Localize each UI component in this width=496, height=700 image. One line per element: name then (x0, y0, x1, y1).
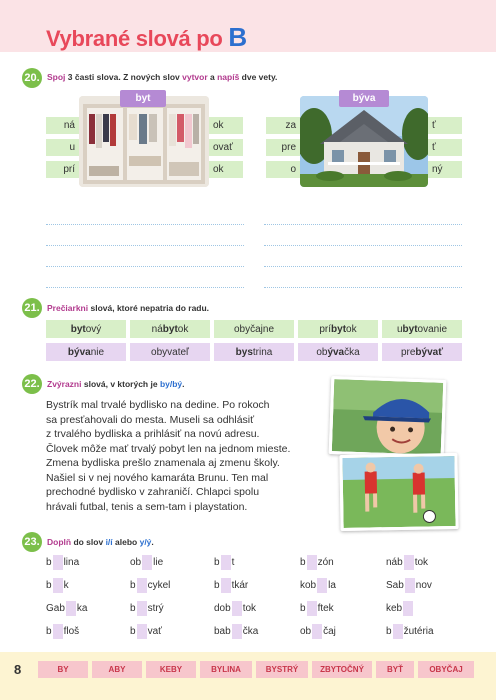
fill-word (300, 600, 334, 616)
footer-word: OBYČAJ (418, 661, 474, 678)
instruction-part: i/í (105, 537, 113, 547)
instruction-part: do slov (71, 537, 106, 547)
fill-word-start: dob (214, 602, 231, 614)
word-box[interactable] (46, 320, 126, 338)
fill-word-end: ftek (317, 602, 334, 614)
exercise-20-instruction (47, 72, 277, 82)
letter-gap-input[interactable] (142, 555, 152, 570)
word-segment: ok (177, 323, 189, 335)
writing-line[interactable] (46, 266, 244, 267)
fill-word-end: ka (76, 602, 88, 614)
word-segment: bývať (415, 346, 444, 358)
right-suffix-1[interactable]: ť (428, 117, 462, 134)
fill-word (214, 577, 248, 593)
fill-word (300, 623, 336, 639)
fill-word (300, 577, 336, 593)
instruction-part: Prečiarkni (47, 303, 89, 313)
fill-word-start: b (300, 602, 306, 614)
story-line: Človek môže mať trvalý pobyt len na jednom mieste. (46, 442, 291, 455)
fill-word-start: b (46, 579, 52, 591)
right-prefix-3[interactable]: o (266, 161, 300, 178)
instruction-part: napíš (217, 72, 240, 82)
instruction-part: by/bý (159, 379, 183, 389)
instruction-part: Zvýrazni (47, 379, 82, 389)
letter-gap-input[interactable] (404, 555, 414, 570)
word-box[interactable] (382, 343, 462, 361)
instruction-part: slová, v ktorých je (81, 379, 160, 389)
word-box[interactable] (298, 343, 378, 361)
fill-word-start: b (214, 579, 220, 591)
instruction-part: . (151, 537, 154, 547)
exercise-23-number: 23. (22, 532, 42, 552)
word-box[interactable] (130, 343, 210, 361)
word-segment: ná (151, 323, 163, 335)
letter-gap-input[interactable] (403, 601, 413, 616)
letter-gap-input[interactable] (307, 601, 317, 616)
word-segment: trina (252, 346, 273, 358)
fill-word-end: tkár (231, 579, 249, 591)
right-prefix-2[interactable]: pre (266, 139, 300, 156)
word-segment: ovanie (417, 323, 448, 335)
instruction-part: a (207, 72, 218, 82)
fill-word (386, 623, 434, 639)
letter-gap-input[interactable] (53, 578, 63, 593)
writing-line[interactable] (46, 287, 244, 288)
instruction-part: vytvor (182, 72, 208, 82)
fill-word-start: náb (386, 556, 403, 568)
exercise-22-number: 22. (22, 374, 42, 394)
fill-word-start: b (46, 625, 52, 637)
letter-gap-input[interactable] (221, 578, 231, 593)
fill-word (130, 623, 162, 639)
word-segment: pre (400, 346, 416, 358)
footer-word: ZBYTOČNÝ (312, 661, 372, 678)
footer-word: KEBY (146, 661, 196, 678)
fill-word (386, 577, 432, 593)
fill-word-end: cykel (147, 579, 171, 591)
fill-word-end: tok (414, 556, 429, 568)
fill-word (46, 623, 79, 639)
fill-word (130, 554, 163, 570)
page-title: Vybrané slová po B (46, 22, 247, 52)
word-segment: nie (90, 346, 105, 358)
letter-gap-input[interactable] (232, 624, 242, 639)
byva-label: býva (339, 90, 389, 107)
instruction-part: . (182, 379, 185, 389)
writing-line[interactable] (264, 266, 462, 267)
word-segment: bys (235, 346, 253, 358)
fill-word (386, 554, 428, 570)
fill-word-start: b (130, 579, 136, 591)
fill-word-end: nov (415, 579, 432, 591)
story-line: Bystrík mal trvalé bydlisko na dedine. Po rokoch (46, 399, 270, 411)
word-segment: obyčajne (233, 323, 275, 335)
word-segment: ob (316, 346, 328, 358)
left-prefix-2[interactable]: u (46, 139, 79, 156)
fill-word-start: Sab (386, 579, 404, 591)
writing-line[interactable] (264, 287, 462, 288)
letter-gap-input[interactable] (307, 555, 317, 570)
word-segment: ový (85, 323, 102, 335)
fill-word (46, 600, 87, 616)
fill-word (300, 554, 334, 570)
fill-word-start: Gab (46, 602, 65, 614)
fill-word-end: floš (63, 625, 80, 637)
word-box[interactable] (214, 343, 294, 361)
letter-gap-input[interactable] (317, 578, 327, 593)
word-segment: prí (319, 323, 332, 335)
exercise-22-instruction (47, 379, 185, 389)
fill-word-start: bab (214, 625, 231, 637)
writing-line[interactable] (264, 224, 462, 225)
exercise-21-instruction (47, 303, 209, 313)
word-segment: byt (70, 323, 86, 335)
word-segment: obyvateľ (151, 346, 189, 358)
letter-gap-input[interactable] (232, 601, 242, 616)
fill-word-start: keb (386, 602, 403, 614)
exercise-21-number: 21. (22, 298, 42, 318)
letter-gap-input[interactable] (53, 624, 63, 639)
fill-word-start: b (130, 602, 136, 614)
instruction-part: 3 časti slova. Z nových slov (65, 72, 183, 82)
page-number: 8 (14, 662, 22, 677)
fill-word-end: strý (147, 602, 164, 614)
instruction-part: alebo (112, 537, 140, 547)
letter-gap-input[interactable] (393, 624, 403, 639)
word-box[interactable] (298, 320, 378, 338)
instruction-part: Doplň (47, 537, 72, 547)
fill-word-end: k (63, 579, 69, 591)
exercise-20-number: 20. (22, 68, 42, 88)
left-prefix-3[interactable]: prí (46, 161, 79, 178)
footer-word: BYLINA (200, 661, 252, 678)
fill-word-end: lina (63, 556, 80, 568)
fill-word-start: kob (300, 579, 317, 591)
fill-word-end: vať (147, 625, 162, 637)
letter-gap-input[interactable] (66, 601, 76, 616)
instruction-part: y/ý (139, 537, 152, 547)
fill-word-start: b (386, 625, 392, 637)
fill-word-start: b (300, 556, 306, 568)
left-suffix-1[interactable]: ok (209, 117, 243, 134)
writing-line[interactable] (46, 245, 244, 246)
fill-word-start: b (130, 625, 136, 637)
fill-word (214, 554, 234, 570)
fill-word-start: ob (130, 556, 142, 568)
story-line: Zmena bydliska prešlo znamenala aj zmenu školy. (46, 457, 280, 469)
fill-word-end: čaj (323, 625, 336, 637)
exercise-23-instruction (47, 537, 154, 547)
instruction-part: slová, ktoré nepatria do radu. (88, 303, 210, 313)
fill-word-end: la (328, 579, 336, 591)
writing-line[interactable] (46, 224, 244, 225)
letter-gap-input[interactable] (221, 555, 231, 570)
letter-gap-input[interactable] (405, 578, 415, 593)
left-prefix-1[interactable]: ná (46, 117, 79, 134)
story-line: sa presťahovali do mesta. Museli sa odhlásiť (46, 413, 255, 426)
fill-word (46, 554, 79, 570)
story-line: prechodné bydlisko v zahraničí. Chlapci spolu (46, 486, 260, 498)
fill-word-start: ob (300, 625, 312, 637)
footer-word: ABY (92, 661, 142, 678)
story-text[interactable] (46, 398, 326, 514)
word-segment: byt (162, 323, 178, 335)
right-suffix-2[interactable]: ť (428, 139, 462, 156)
story-line: z trvalého bydliska a prihlásiť na novú adresu. (46, 428, 260, 440)
fill-word (214, 600, 256, 616)
word-box[interactable] (130, 320, 210, 338)
story-line: Našiel si v nej nového kamaráta Brunu. Ten mal (46, 471, 269, 484)
house-photo (300, 96, 428, 187)
fill-word-end: t (231, 556, 235, 568)
fill-word (130, 600, 164, 616)
instruction-part: dve vety. (239, 72, 278, 82)
footer-word: BYSTRÝ (256, 661, 308, 678)
boy-cap-photo (329, 376, 447, 458)
fill-word-end: žutéria (403, 625, 434, 637)
football-photo (339, 453, 458, 531)
footer-word: BYŤ (376, 661, 414, 678)
right-suffix-3[interactable]: ný (428, 161, 462, 178)
right-prefix-1[interactable]: za (266, 117, 300, 134)
letter-gap-input[interactable] (53, 555, 63, 570)
left-suffix-3[interactable]: ok (209, 161, 243, 178)
fill-word-start: b (46, 556, 52, 568)
word-box[interactable] (382, 320, 462, 338)
word-segment: byt (331, 323, 347, 335)
word-segment: ýva (327, 346, 345, 358)
story-line: hrávali futbal, tenis a sem-tam i playstation. (46, 500, 248, 513)
word-segment: býva (67, 346, 91, 358)
fill-word-end: lie (153, 556, 164, 568)
letter-gap-input[interactable] (312, 624, 322, 639)
instruction-part: Spoj (47, 72, 66, 82)
letter-gap-input[interactable] (137, 601, 147, 616)
fill-word-end: tok (242, 602, 257, 614)
fill-word-start: b (214, 556, 220, 568)
word-segment: čka (344, 346, 360, 358)
word-segment: byt (402, 323, 418, 335)
fill-word (386, 600, 414, 616)
fill-word (214, 623, 258, 639)
footer-word: BY (38, 661, 88, 678)
wardrobe-photo (79, 96, 209, 187)
fill-word (46, 577, 69, 593)
writing-line[interactable] (264, 245, 462, 246)
word-box[interactable] (46, 343, 126, 361)
fill-word-end: zón (317, 556, 334, 568)
left-suffix-2[interactable]: ovať (209, 139, 243, 156)
word-segment: u (396, 323, 403, 335)
letter-gap-input[interactable] (137, 624, 147, 639)
letter-gap-input[interactable] (137, 578, 147, 593)
fill-word-end: čka (242, 625, 259, 637)
fill-word (130, 577, 170, 593)
word-box[interactable] (214, 320, 294, 338)
byt-label: byt (120, 90, 166, 107)
word-segment: ok (346, 323, 357, 335)
